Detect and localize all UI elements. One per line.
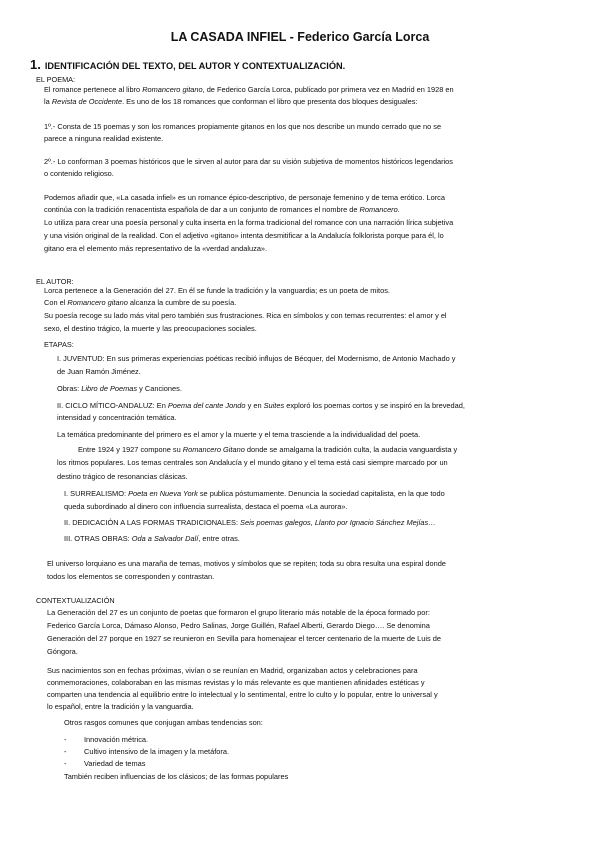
autor-line-3: Su poesía recoge su lado más vital pero también sus frustraciones. Rica en símbolos y con temas recurrentes: el amor y el bbox=[44, 311, 447, 320]
sub-etapa-1-line-1: I. SURREALISMO: Poeta en Nueva York se publica póstumamente. Denuncia la sociedad capitalista, en la que todo bbox=[64, 489, 445, 498]
contexto-label: CONTEXTUALIZACIÓN bbox=[36, 596, 115, 605]
contexto-paragraph-2-line-3: comparten una tendencia al equilibrio entre lo intelectual y lo sentimental, entre lo culto y lo popular, entre lo universal y bbox=[47, 690, 438, 699]
contexto-paragraph-4: También reciben influencias de los clásicos; de las formas populares bbox=[64, 772, 289, 781]
etapa-1-line-1: I. JUVENTUD: En sus primeras experiencias poéticas recibió influjos de Bécquer, del Modernismo, de Antonio Machado y bbox=[57, 354, 456, 363]
list-item: - Innovación métrica. bbox=[64, 735, 149, 744]
poema-block-2-line-2: o contenido religioso. bbox=[44, 169, 114, 178]
contexto-paragraph-2-line-2: conmemoraciones, colaboraban en las mismas revistas y lo más relevante es que mantienen afinidades estéticas y bbox=[47, 678, 425, 687]
contexto-paragraph-1-line-1: La Generación del 27 es un conjunto de poetas que formaron el grupo literario más notable de la época formado por: bbox=[47, 608, 430, 617]
autor-line-1: Lorca pertenece a la Generación del 27. En él se funde la tradición y la vanguardia; es un poeta de mitos. bbox=[44, 286, 390, 295]
etapa-2-line-6: destino trágico de resonancias clásicas. bbox=[57, 472, 188, 481]
autor-label: EL AUTOR: bbox=[36, 277, 74, 286]
autor-line-4: sexo, el destino trágico, la muerte y las preocupaciones sociales. bbox=[44, 324, 257, 333]
poema-label: EL POEMA: bbox=[36, 75, 76, 84]
section-heading bbox=[30, 57, 345, 72]
poema-block-1-line-1: 1º.- Consta de 15 poemas y son los romances propiamente gitanos en los que nos describe un mundo cerrado que no se bbox=[44, 122, 442, 131]
sub-etapa-1-line-2: queda subordinado al dinero con influencia surrealista, destaca el poema «La aurora». bbox=[64, 502, 348, 511]
contexto-paragraph-2-line-1: Sus nacimientos son en fechas próximas, vivían o se reunían en Madrid, organizaban actos y celebraciones para bbox=[47, 666, 418, 675]
poema-paragraph-3-line-2: y una visión original de la realidad. Con el adjetivo «gitano» intenta desmitificar a la Andalucía folklorista porque para él, lo bbox=[44, 231, 444, 240]
document-title: LA CASADA INFIEL - Federico García Lorca bbox=[170, 30, 430, 44]
sub-etapa-3: III. OTRAS OBRAS: Oda a Salvador Dalí, entre otras. bbox=[64, 534, 240, 543]
universo-line-2: todos los elementos se corresponden y contrastan. bbox=[47, 572, 215, 581]
etapa-2-line-2: intensidad y concentración temática. bbox=[57, 413, 177, 422]
etapa-2-line-4: Entre 1924 y 1927 compone su Romancero Gitano donde se amalgama la tradición culta, la audacia vanguardista y bbox=[78, 445, 458, 454]
autor-line-2: Con el Romancero gitano alcanza la cumbre de su poesía. bbox=[44, 298, 237, 307]
poema-block-2-line-1: 2º.- Lo conforman 3 poemas históricos que le sirven al autor para dar su visión subjetiva de momentos históricos legendarios bbox=[44, 157, 453, 166]
etapa-2-line-3: La temática predominante del primero es el amor y la muerte y el tema trasciende a la individualidad del poeta. bbox=[57, 430, 421, 439]
poema-paragraph-2-line-1: Podemos añadir que, «La casada infiel» es un romance épico-descriptivo, de personaje femenino y de tema erótico. Lorca bbox=[44, 193, 445, 202]
etapas-label: ETAPAS: bbox=[44, 340, 74, 349]
section-heading-text: IDENTIFICACIÓN DEL TEXTO, DEL AUTOR Y CONTEXTUALIZACIÓN. bbox=[44, 61, 346, 71]
sub-etapa-2: II. DEDICACIÓN A LAS FORMAS TRADICIONALES: Seis poemas galegos, Llanto por Ignacio Sánchez Mejías… bbox=[64, 518, 436, 527]
poema-block-1-line-2: parece a ninguna realidad existente. bbox=[44, 134, 164, 143]
universo-line-1: El universo lorquiano es una maraña de temas, motivos y símbolos que se repiten; toda su obra resulta una espiral donde bbox=[47, 559, 446, 568]
contexto-paragraph-3: Otros rasgos comunes que conjugan ambas tendencias son: bbox=[64, 718, 263, 727]
section-number: 1. bbox=[30, 57, 41, 72]
contexto-paragraph-2-line-4: lo español, entre la tradición y la vanguardia. bbox=[47, 702, 194, 711]
poema-paragraph-1-line-2: la Revista de Occidente. Es uno de los 18 romances que conforman el libro que presenta dos bloques desiguales: bbox=[44, 97, 418, 106]
contexto-paragraph-1-line-3: Generación del 27 porque en 1927 se reunieron en Sevilla para homenajear el tercer centenario de la muerte de Luis de bbox=[47, 634, 442, 643]
poema-paragraph-3-line-3: gitano era el elemento más representativo de la «verdad andaluza». bbox=[44, 244, 268, 253]
list-item: - Cultivo intensivo de la imagen y la metáfora. bbox=[64, 747, 230, 756]
etapa-1-line-2: de Juan Ramón Jiménez. bbox=[57, 367, 141, 376]
contexto-paragraph-1-line-2: Federico García Lorca, Dámaso Alonso, Pedro Salinas, Jorge Guillén, Rafael Alberti, Gerardo Diego…. Se denomina bbox=[47, 621, 430, 630]
poema-paragraph-3-line-1: Lo utiliza para crear una poesía personal y culta inserta en la forma tradicional del romance con una narración lírica subjetiva bbox=[44, 218, 454, 227]
etapa-2-line-1: II. CICLO MÍTICO-ANDALUZ: En Poema del cante Jondo y en Suites exploró los poemas cortos y se inspiró en la brevedad, bbox=[57, 401, 465, 410]
contexto-paragraph-1-line-4: Góngora. bbox=[47, 647, 78, 656]
etapa-2-line-5: los ritmos populares. Los temas centrales son Andalucía y el mundo gitano y el tema está casi siempre marcado por un bbox=[57, 458, 448, 467]
list-item: - Variedad de temas bbox=[64, 759, 146, 768]
poema-paragraph-1-line-1: El romance pertenece al libro Romancero gitano, de Federico García Lorca, publicado por primera vez en Madrid en 1928 en bbox=[44, 85, 454, 94]
etapa-1-obras: Obras: Libro de Poemas y Canciones. bbox=[57, 384, 182, 393]
poema-paragraph-2-line-2: continúa con la tradición renacentista española de dar a un conjunto de romances el nombre de Romancero. bbox=[44, 205, 400, 214]
